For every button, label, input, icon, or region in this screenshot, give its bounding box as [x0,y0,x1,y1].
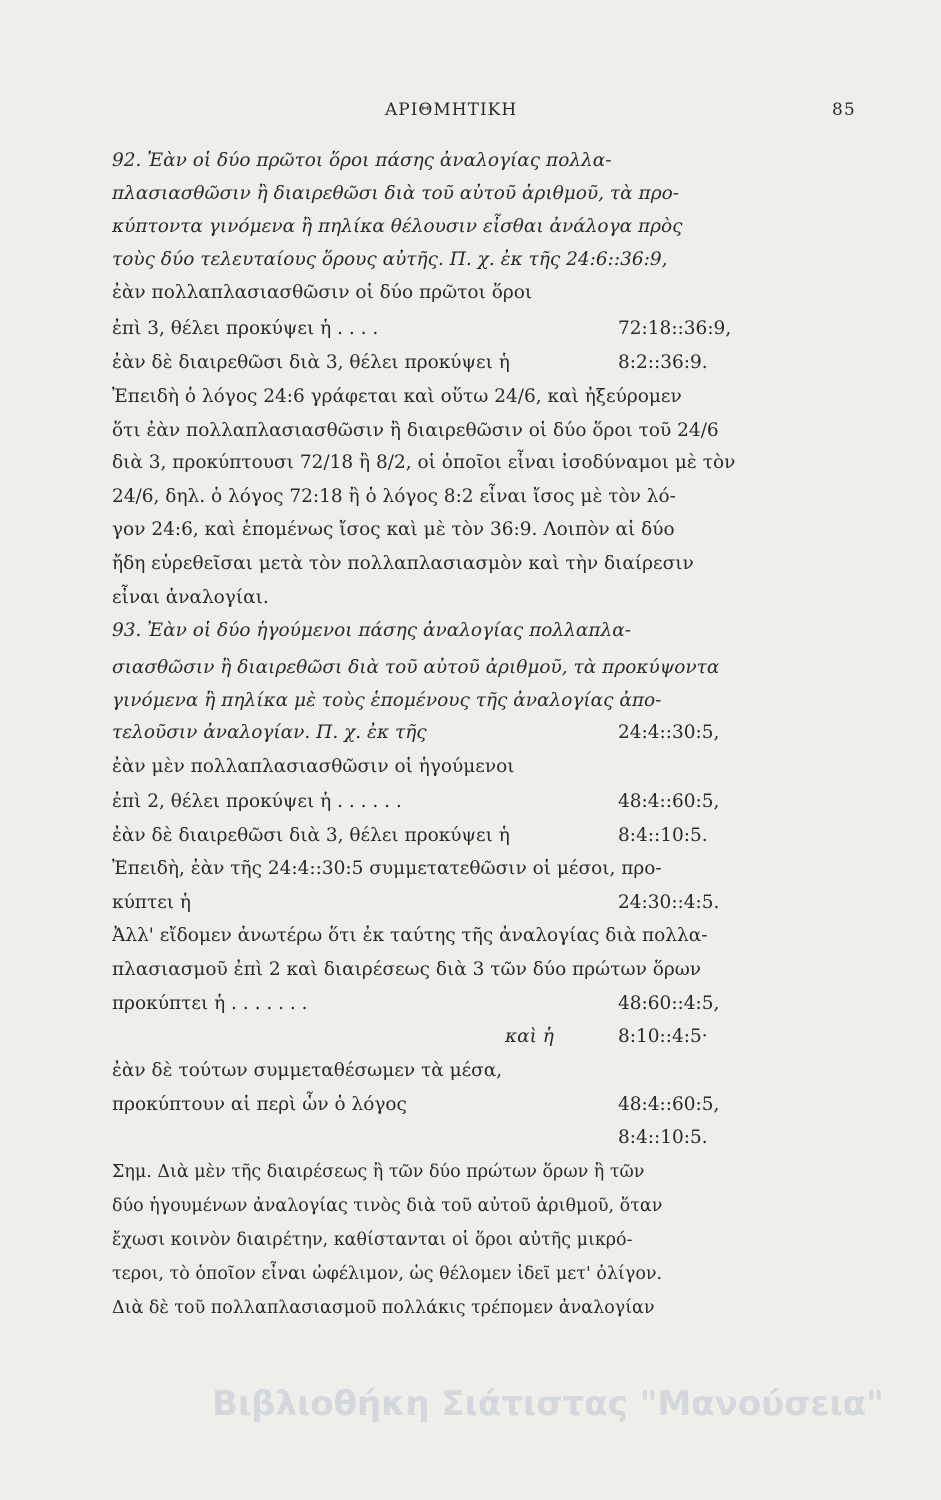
page-number: 85 [832,100,856,120]
text-line: ἔχωσι κοινὸν διαιρέτην, καθίστανται οἱ ὅροι αὐτῆς μικρό- [112,1230,633,1250]
text-line: κύπτει ἡ [112,892,192,913]
text-line: ἐὰν μὲν πολλαπλασιασθῶσιν οἱ ἡγούμενοι [112,756,515,777]
text-line: προκύπτουν αἱ περὶ ὧν ὁ λόγος [112,1094,407,1115]
proportion-expression: 72:18::36:9, [618,318,732,339]
proportion-expression: 48:4::60:5, [618,791,720,812]
text-line: ὅτι ἐὰν πολλαπλασιασθῶσιν ἢ διαιρεθῶσιν οἱ δύο ὅροι τοῦ 24/6 [112,420,719,441]
text-line: πλασιασμοῦ ἐπὶ 2 καὶ διαιρέσεως διὰ 3 τῶν δύο πρώτων ὅρων [112,959,702,980]
text-line: ἐὰν δὲ τούτων συμμεταθέσωμεν τὰ μέσα, [112,1060,503,1081]
text-line: ἐὰν δὲ διαιρεθῶσι διὰ 3, θέλει προκύψει ἡ [112,825,510,846]
proportion-expression: 8:10::4:5· [618,1026,708,1047]
text-line: διὰ 3, προκύπτουσι 72/18 ἢ 8/2, οἱ ὁποῖοι εἶναι ἰσοδύναμοι μὲ τὸν [112,452,736,473]
text-line: σιασθῶσιν ἢ διαιρεθῶσι διὰ τοῦ αὐτοῦ ἀριθμοῦ, τὰ προκύψοντα [112,657,720,678]
text-line: Σημ. Διὰ μὲν τῆς διαιρέσεως ἢ τῶν δύο πρώτων ὅρων ἢ τῶν [112,1162,645,1182]
text-line: ἐπὶ 3, θέλει προκύψει ἡ . . . . [112,318,379,339]
proportion-expression: 48:60::4:5, [618,993,720,1014]
text-line: προκύπτει ἡ . . . . . . . [112,993,308,1014]
running-header-title: ΑΡΙΘΜΗΤΙΚΗ [385,100,518,120]
text-line: ἐὰν πολλαπλασιασθῶσιν οἱ δύο πρῶτοι ὅροι [112,282,533,303]
text-line: πλασιασθῶσιν ἢ διαιρεθῶσι διὰ τοῦ αὐτοῦ ἀριθμοῦ, τὰ προ- [112,183,679,204]
text-line: ἐὰν δὲ διαιρεθῶσι διὰ 3, θέλει προκύψει ἡ [112,352,510,373]
text-line: Διὰ δὲ τοῦ πολλαπλασιασμοῦ πολλάκις τρέπομεν ἀναλογίαν [112,1298,655,1318]
text-line: 24/6, δηλ. ὁ λόγος 72:18 ἢ ὁ λόγος 8:2 εἶναι ἴσος μὲ τὸν λό- [112,486,676,507]
library-watermark: Βιβλιοθήκη Σιάτιστας "Μανούσεια" [212,1384,884,1424]
proportion-expression: 8:2::36:9. [618,352,708,373]
text-line: εἶναι ἀναλογίαι. [112,587,269,608]
text-line: τοὺς δύο τελευταίους ὅρους αὐτῆς. Π. χ. ἐκ τῆς 24:6::36:9, [112,249,668,270]
text-line: τελοῦσιν ἀναλογίαν. Π. χ. ἐκ τῆς [112,722,427,743]
text-line: δύο ἡγουμένων ἀναλογίας τινὸς διὰ τοῦ αὐτοῦ ἀριθμοῦ, ὅταν [112,1196,663,1216]
text-line: 92. Ἐὰν οἱ δύο πρῶτοι ὅροι πάσης ἀναλογίας πολλα- [112,150,612,171]
text-line: γινόμενα ἢ πηλίκα μὲ τοὺς ἑπομένους τῆς ἀναλογίας ἀπο- [112,690,662,711]
text-line: τεροι, τὸ ὁποῖον εἶναι ὠφέλιμον, ὡς θέλομεν ἰδεῖ μετ' ὀλίγον. [112,1264,663,1284]
proportion-expression: 24:30::4:5. [618,892,720,913]
proportion-expression: 24:4::30:5, [618,722,720,743]
text-line: κύπτοντα γινόμενα ἢ πηλίκα θέλουσιν εἶσθαι ἀνάλογα πρὸς [112,216,683,237]
text-line: ἤδη εὑρεθεῖσαι μετὰ τὸν πολλαπλασιασμὸν καὶ τὴν διαίρεσιν [112,553,694,574]
text-line: Ἀλλ' εἴδομεν ἀνωτέρω ὅτι ἐκ ταύτης τῆς ἀναλογίας διὰ πολλα- [112,925,708,946]
text-line: Ἐπειδὴ, ἐὰν τῆς 24:4::30:5 συμμετατεθῶσιν οἱ μέσοι, προ- [112,858,662,879]
text-line: 93. Ἐὰν οἱ δύο ἡγούμενοι πάσης ἀναλογίας πολλαπλα- [112,620,631,641]
text-line: ἐπὶ 2, θέλει προκύψει ἡ . . . . . . [112,791,402,812]
proportion-expression: 8:4::10:5. [618,825,708,846]
text-line: γον 24:6, καὶ ἑπομένως ἴσος καὶ μὲ τὸν 36:9. Λοιπὸν αἱ δύο [112,519,675,540]
proportion-expression: 8:4::10:5. [618,1127,708,1148]
text-line-mid: καὶ ἡ [505,1026,554,1047]
proportion-expression: 48:4::60:5, [618,1094,720,1115]
text-line: Ἐπειδὴ ὁ λόγος 24:6 γράφεται καὶ οὕτω 24/6, καὶ ἠξεύρομεν [112,386,682,407]
